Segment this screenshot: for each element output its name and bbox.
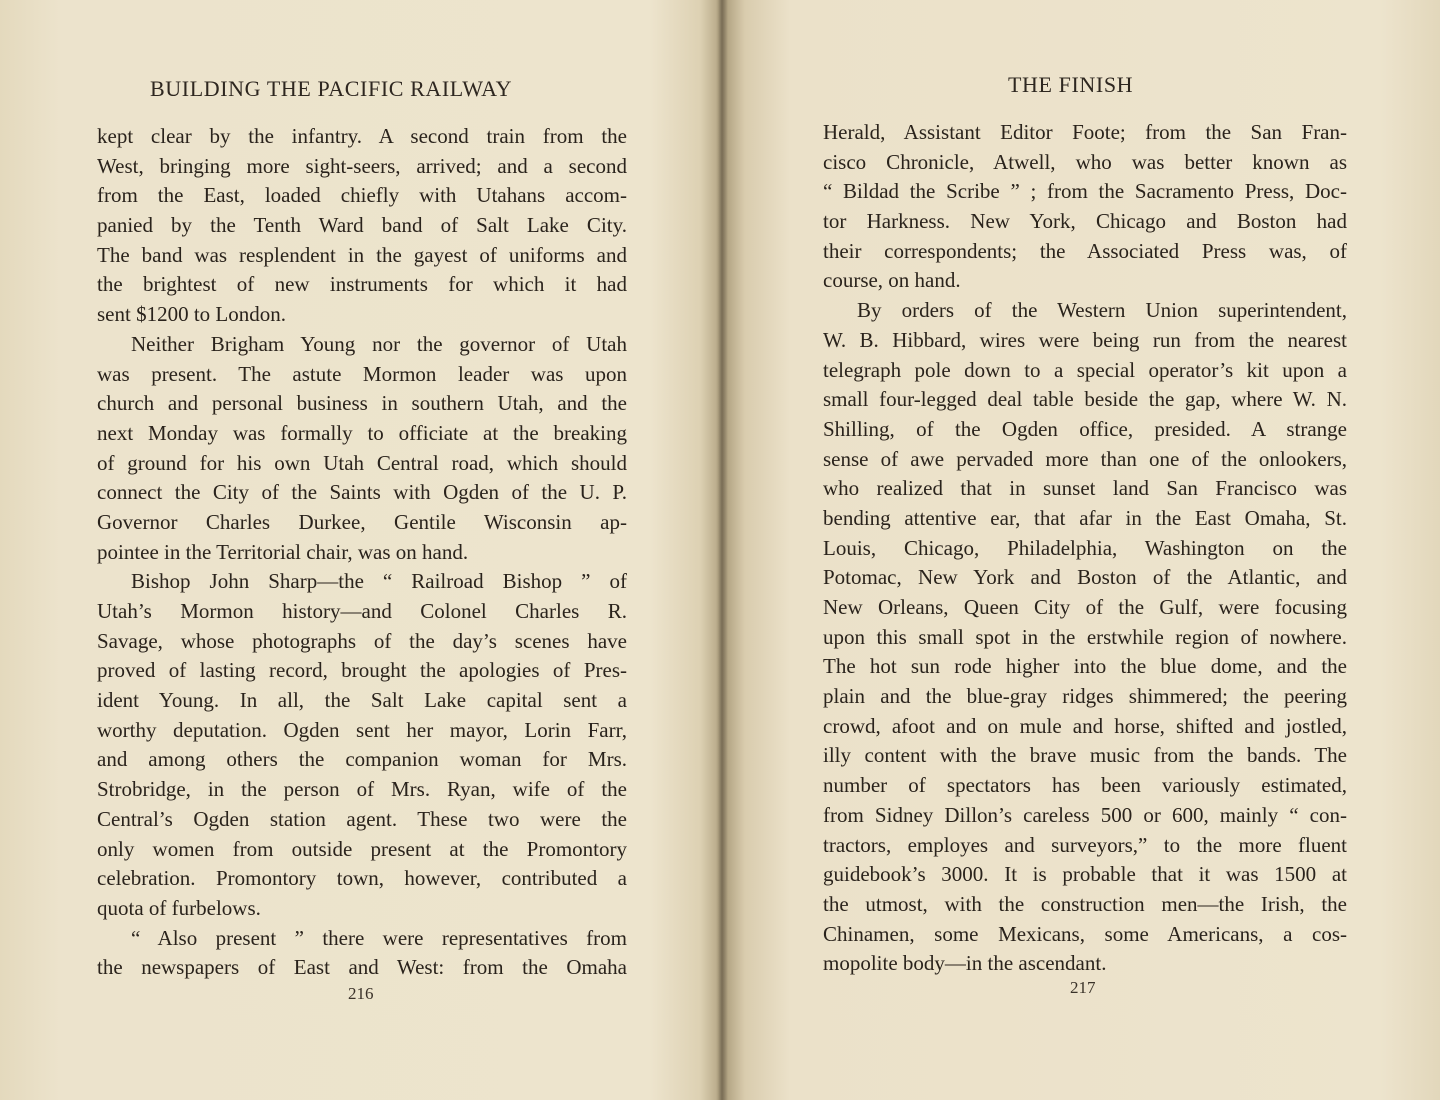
text-line: sent $1200 to London. — [97, 302, 286, 327]
text-line: W. B. Hibbard, wires were being run from the nearest — [823, 327, 1347, 352]
text-line: Louis, Chicago, Philadelphia, Washington on the — [823, 535, 1347, 560]
right-page-number: 217 — [1070, 978, 1096, 997]
text-line: was present. The astute Mormon leader was upon — [97, 361, 627, 386]
text-line: small four-legged deal table beside the gap, where W. N. — [823, 387, 1347, 412]
text-line: kept clear by the infantry. A second train from the — [97, 124, 627, 148]
text-line: connect the City of the Saints with Ogden of the U. P. — [97, 480, 627, 505]
text-line: church and personal business in southern Utah, and the — [97, 391, 627, 416]
text-line: Utah’s Mormon history—and Colonel Charles R. — [97, 599, 627, 623]
text-line: Neither Brigham Young nor the governor of Utah — [131, 331, 627, 356]
text-line: Central’s Ogden station agent. These two were the — [97, 806, 627, 831]
text-line: cisco Chronicle, Atwell, who was better known as — [823, 149, 1347, 174]
left-page-number: 216 — [348, 984, 374, 1003]
text-line: who realized that in sunset land San Francisco was — [823, 476, 1347, 501]
text-line: panied by the Tenth Ward band of Salt Lake City. — [97, 213, 627, 238]
text-line: worthy deputation. Ogden sent her mayor, Lorin Farr, — [97, 717, 627, 742]
text-line: mopolite body—in the ascendant. — [823, 951, 1107, 976]
text-line: Bishop John Sharp—the “ Railroad Bishop ” of — [131, 569, 627, 594]
text-line: course, on hand. — [823, 268, 961, 293]
text-line: By orders of the Western Union superintendent, — [857, 298, 1347, 323]
text-line: Potomac, New York and Boston of the Atlantic, and — [823, 565, 1347, 590]
text-line: celebration. Promontory town, however, contributed a — [97, 866, 627, 891]
text-line: ident Young. In all, the Salt Lake capital sent a — [97, 688, 627, 713]
text-line: crowd, afoot and on mule and horse, shifted and jostled, — [823, 713, 1347, 738]
text-line: from the East, loaded chiefly with Utahans accom- — [97, 183, 627, 208]
text-line: telegraph pole down to a special operator’s kit upon a — [823, 357, 1347, 382]
text-line: Savage, whose photographs of the day’s scenes have — [97, 628, 627, 653]
left-page-text — [97, 122, 627, 983]
text-line: only women from outside present at the Promontory — [97, 836, 627, 861]
right-page-text — [823, 118, 1347, 979]
text-line: Herald, Assistant Editor Foote; from the San Fran- — [823, 120, 1347, 144]
text-line: Chinamen, some Mexicans, some Americans, a cos- — [823, 921, 1347, 946]
text-line: West, bringing more sight-seers, arrived; and a second — [97, 153, 627, 178]
text-line: from Sidney Dillon’s careless 500 or 600, mainly “ con- — [823, 802, 1347, 827]
text-line: and among others the companion woman for Mrs. — [97, 747, 627, 772]
text-line: number of spectators has been variously estimated, — [823, 773, 1347, 798]
text-line: proved of lasting record, brought the apologies of Pres- — [97, 658, 627, 683]
text-line: pointee in the Territorial chair, was on hand. — [97, 539, 469, 564]
text-line: upon this small spot in the erstwhile region of nowhere. — [823, 624, 1347, 649]
text-line: guidebook’s 3000. It is probable that it was 1500 at — [823, 862, 1347, 887]
text-line: Shilling, of the Ogden office, presided. A strange — [823, 416, 1347, 441]
text-line: “ Bildad the Scribe ” ; from the Sacramento Press, Doc- — [823, 179, 1347, 204]
text-line: of ground for his own Utah Central road, which should — [97, 450, 627, 475]
text-line: the newspapers of East and West: from the Omaha — [97, 955, 627, 980]
text-line: plain and the blue-gray ridges shimmered; the peering — [823, 684, 1347, 709]
text-line: The hot sun rode higher into the blue dome, and the — [823, 654, 1347, 679]
text-line: illy content with the brave music from the bands. The — [823, 743, 1347, 768]
text-line: The band was resplendent in the gayest of uniforms and — [97, 242, 627, 267]
text-line: the brightest of new instruments for which it had — [97, 272, 627, 297]
text-line: the utmost, with the construction men—the Irish, the — [823, 891, 1347, 916]
text-line: “ Also present ” there were representatives from — [131, 925, 627, 950]
text-line: their correspondents; the Associated Press was, of — [823, 238, 1347, 263]
text-line: sense of awe pervaded more than one of the onlookers, — [823, 446, 1347, 471]
text-line: Strobridge, in the person of Mrs. Ryan, wife of the — [97, 777, 627, 802]
text-line: next Monday was formally to officiate at the breaking — [97, 420, 627, 445]
right-running-head: THE FINISH — [1008, 72, 1134, 97]
text-line: bending attentive ear, that afar in the East Omaha, St. — [823, 505, 1347, 530]
text-line: Governor Charles Durkee, Gentile Wisconsin ap- — [97, 509, 627, 534]
text-line: quota of furbelows. — [97, 895, 261, 920]
right-page — [722, 0, 1440, 1100]
text-line: New Orleans, Queen City of the Gulf, were focusing — [823, 595, 1347, 619]
text-line: tor Harkness. New York, Chicago and Boston had — [823, 209, 1347, 234]
text-line: tractors, employes and surveyors,” to the more fluent — [823, 832, 1347, 857]
left-running-head: BUILDING THE PACIFIC RAILWAY — [150, 76, 513, 101]
